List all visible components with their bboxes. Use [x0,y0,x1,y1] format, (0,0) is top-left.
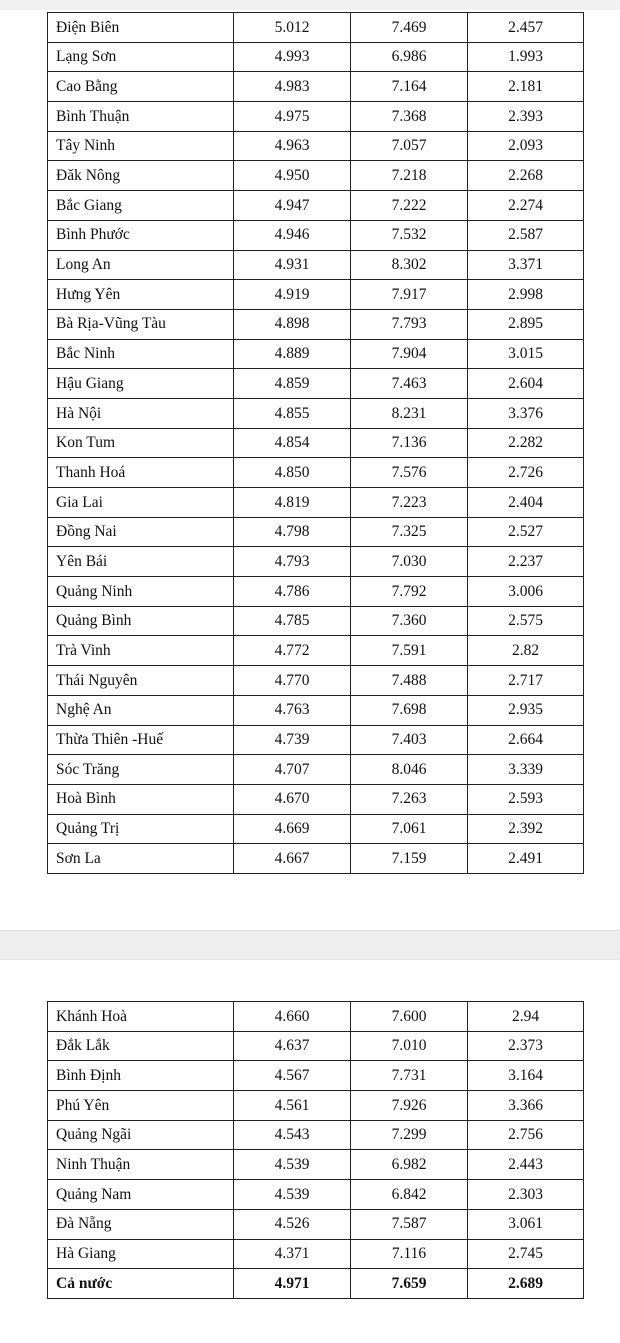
total-row [48,1269,584,1299]
value-cell: 4.785 [234,606,351,636]
value-cell: 4.670 [234,784,351,814]
value-cell: 7.057 [351,131,468,161]
table-row [48,1061,584,1091]
value-cell: 3.376 [468,398,584,428]
table-row [48,517,584,547]
province-name-cell: Kon Tum [48,428,234,458]
province-name-cell: Trà Vinh [48,636,234,666]
value-cell: 2.392 [468,814,584,844]
province-name-cell: Thanh Hoá [48,458,234,488]
table-row [48,13,584,43]
table-row [48,547,584,577]
value-cell: 7.263 [351,784,468,814]
province-name-cell: Bình Định [48,1061,234,1091]
province-name-cell: Quảng Bình [48,606,234,636]
table-row [48,250,584,280]
table-row [48,725,584,755]
value-cell: 4.539 [234,1150,351,1180]
value-cell: 4.707 [234,755,351,785]
province-name-cell: Hoà Bình [48,784,234,814]
value-cell: 7.792 [351,577,468,607]
table-row [48,369,584,399]
value-cell: 6.982 [351,1150,468,1180]
value-cell: 4.975 [234,102,351,132]
table-row [48,1239,584,1269]
value-cell: 2.491 [468,844,584,874]
province-name-cell: Ninh Thuận [48,1150,234,1180]
province-name-cell: Điện Biên [48,13,234,43]
value-cell: 2.404 [468,488,584,518]
value-cell: 4.947 [234,191,351,221]
province-name-cell: Lạng Sơn [48,42,234,72]
value-cell: 7.360 [351,606,468,636]
value-cell: 4.763 [234,695,351,725]
province-name-cell: Đắk Lắk [48,1031,234,1061]
value-cell: 5.012 [234,13,351,43]
value-cell: 7.218 [351,161,468,191]
value-cell: 7.731 [351,1061,468,1091]
table-row [48,666,584,696]
value-cell: 2.237 [468,547,584,577]
value-cell: 2.443 [468,1150,584,1180]
value-cell: 4.946 [234,220,351,250]
value-cell: 1.993 [468,42,584,72]
value-cell: 7.223 [351,488,468,518]
value-cell: 4.950 [234,161,351,191]
value-cell: 4.850 [234,458,351,488]
province-name-cell: Đăk Nông [48,161,234,191]
province-name-cell: Đà Nẵng [48,1209,234,1239]
value-cell: 4.567 [234,1061,351,1091]
province-name-cell: Đồng Nai [48,517,234,547]
value-cell: 7.222 [351,191,468,221]
value-cell: 4.543 [234,1120,351,1150]
province-name-cell: Khánh Hoà [48,1002,234,1032]
table-row [48,577,584,607]
province-name-cell: Nghệ An [48,695,234,725]
province-name-cell: Quảng Trị [48,814,234,844]
value-cell: 4.819 [234,488,351,518]
table-row [48,102,584,132]
table-row [48,220,584,250]
value-cell: 4.963 [234,131,351,161]
value-cell: 7.917 [351,280,468,310]
value-cell: 2.373 [468,1031,584,1061]
province-name-cell: Long An [48,250,234,280]
province-table-page-2 [47,1001,584,1299]
value-cell: 3.006 [468,577,584,607]
page-break [0,930,620,960]
value-cell: 4.770 [234,666,351,696]
total-value-cell: 4.971 [234,1269,351,1299]
value-cell: 7.591 [351,636,468,666]
value-cell: 2.393 [468,102,584,132]
value-cell: 3.164 [468,1061,584,1091]
value-cell: 4.859 [234,369,351,399]
table-row [48,1002,584,1032]
value-cell: 2.935 [468,695,584,725]
value-cell: 4.931 [234,250,351,280]
value-cell: 2.604 [468,369,584,399]
value-cell: 3.015 [468,339,584,369]
province-name-cell: Yên Bái [48,547,234,577]
value-cell: 4.983 [234,72,351,102]
value-cell: 7.532 [351,220,468,250]
value-cell: 4.793 [234,547,351,577]
table-row [48,1209,584,1239]
value-cell: 2.587 [468,220,584,250]
value-cell: 3.339 [468,755,584,785]
province-name-cell: Bắc Ninh [48,339,234,369]
table-row [48,606,584,636]
value-cell: 4.539 [234,1180,351,1210]
value-cell: 4.889 [234,339,351,369]
value-cell: 2.303 [468,1180,584,1210]
value-cell: 2.745 [468,1239,584,1269]
value-cell: 2.282 [468,428,584,458]
province-name-cell: Tây Ninh [48,131,234,161]
total-label-cell: Cả nước [48,1269,234,1299]
value-cell: 4.772 [234,636,351,666]
value-cell: 8.046 [351,755,468,785]
value-cell: 4.855 [234,398,351,428]
value-cell: 7.793 [351,309,468,339]
value-cell: 4.637 [234,1031,351,1061]
value-cell: 7.469 [351,13,468,43]
value-cell: 2.575 [468,606,584,636]
value-cell: 7.488 [351,666,468,696]
value-cell: 7.403 [351,725,468,755]
value-cell: 3.366 [468,1091,584,1121]
table-row [48,131,584,161]
value-cell: 2.457 [468,13,584,43]
value-cell: 7.116 [351,1239,468,1269]
value-cell: 8.231 [351,398,468,428]
province-name-cell: Sóc Trăng [48,755,234,785]
table-row [48,844,584,874]
value-cell: 2.895 [468,309,584,339]
value-cell: 2.093 [468,131,584,161]
table-row [48,636,584,666]
value-cell: 7.325 [351,517,468,547]
table-row [48,280,584,310]
value-cell: 2.181 [468,72,584,102]
value-cell: 3.061 [468,1209,584,1239]
table-row [48,1031,584,1061]
province-name-cell: Gia Lai [48,488,234,518]
page-top-edge [0,0,620,10]
table-row [48,339,584,369]
table-row [48,42,584,72]
province-name-cell: Thái Nguyên [48,666,234,696]
value-cell: 6.986 [351,42,468,72]
value-cell: 2.664 [468,725,584,755]
value-cell: 2.268 [468,161,584,191]
province-name-cell: Cao Bằng [48,72,234,102]
value-cell: 4.739 [234,725,351,755]
table-row [48,161,584,191]
value-cell: 7.061 [351,814,468,844]
table-row [48,695,584,725]
province-name-cell: Bà Rịa-Vũng Tàu [48,309,234,339]
value-cell: 4.371 [234,1239,351,1269]
province-name-cell: Hưng Yên [48,280,234,310]
province-name-cell: Quảng Nam [48,1180,234,1210]
value-cell: 2.94 [468,1002,584,1032]
value-cell: 7.368 [351,102,468,132]
value-cell: 2.274 [468,191,584,221]
value-cell: 7.576 [351,458,468,488]
value-cell: 7.587 [351,1209,468,1239]
value-cell: 7.164 [351,72,468,102]
value-cell: 2.726 [468,458,584,488]
value-cell: 3.371 [468,250,584,280]
value-cell: 7.030 [351,547,468,577]
value-cell: 4.526 [234,1209,351,1239]
table-row [48,428,584,458]
value-cell: 2.82 [468,636,584,666]
value-cell: 4.667 [234,844,351,874]
table-row [48,814,584,844]
province-table-body [48,1002,584,1299]
table-row [48,72,584,102]
table-row [48,191,584,221]
value-cell: 4.660 [234,1002,351,1032]
province-name-cell: Sơn La [48,844,234,874]
province-name-cell: Phú Yên [48,1091,234,1121]
value-cell: 8.302 [351,250,468,280]
province-table-body [48,13,584,874]
total-value-cell: 2.689 [468,1269,584,1299]
value-cell: 2.998 [468,280,584,310]
table-row [48,1150,584,1180]
province-name-cell: Bắc Giang [48,191,234,221]
province-name-cell: Hà Nội [48,398,234,428]
value-cell: 7.010 [351,1031,468,1061]
value-cell: 7.904 [351,339,468,369]
value-cell: 7.463 [351,369,468,399]
value-cell: 2.756 [468,1120,584,1150]
province-name-cell: Quảng Ninh [48,577,234,607]
value-cell: 4.919 [234,280,351,310]
province-name-cell: Hậu Giang [48,369,234,399]
value-cell: 2.527 [468,517,584,547]
province-name-cell: Hà Giang [48,1239,234,1269]
table-row [48,309,584,339]
value-cell: 7.136 [351,428,468,458]
value-cell: 6.842 [351,1180,468,1210]
value-cell: 4.898 [234,309,351,339]
value-cell: 4.561 [234,1091,351,1121]
value-cell: 7.926 [351,1091,468,1121]
value-cell: 4.786 [234,577,351,607]
table-row [48,488,584,518]
table-row [48,398,584,428]
value-cell: 2.593 [468,784,584,814]
province-name-cell: Bình Thuận [48,102,234,132]
value-cell: 4.798 [234,517,351,547]
table-row [48,1180,584,1210]
table-row [48,458,584,488]
value-cell: 4.993 [234,42,351,72]
province-name-cell: Thừa Thiên -Huế [48,725,234,755]
table-row [48,1091,584,1121]
value-cell: 4.669 [234,814,351,844]
value-cell: 7.159 [351,844,468,874]
total-value-cell: 7.659 [351,1269,468,1299]
province-table-page-1 [47,12,584,874]
value-cell: 7.299 [351,1120,468,1150]
value-cell: 7.698 [351,695,468,725]
table-row [48,1120,584,1150]
value-cell: 7.600 [351,1002,468,1032]
value-cell: 4.854 [234,428,351,458]
province-name-cell: Quảng Ngãi [48,1120,234,1150]
table-row [48,755,584,785]
table-row [48,784,584,814]
value-cell: 2.717 [468,666,584,696]
province-name-cell: Bình Phước [48,220,234,250]
